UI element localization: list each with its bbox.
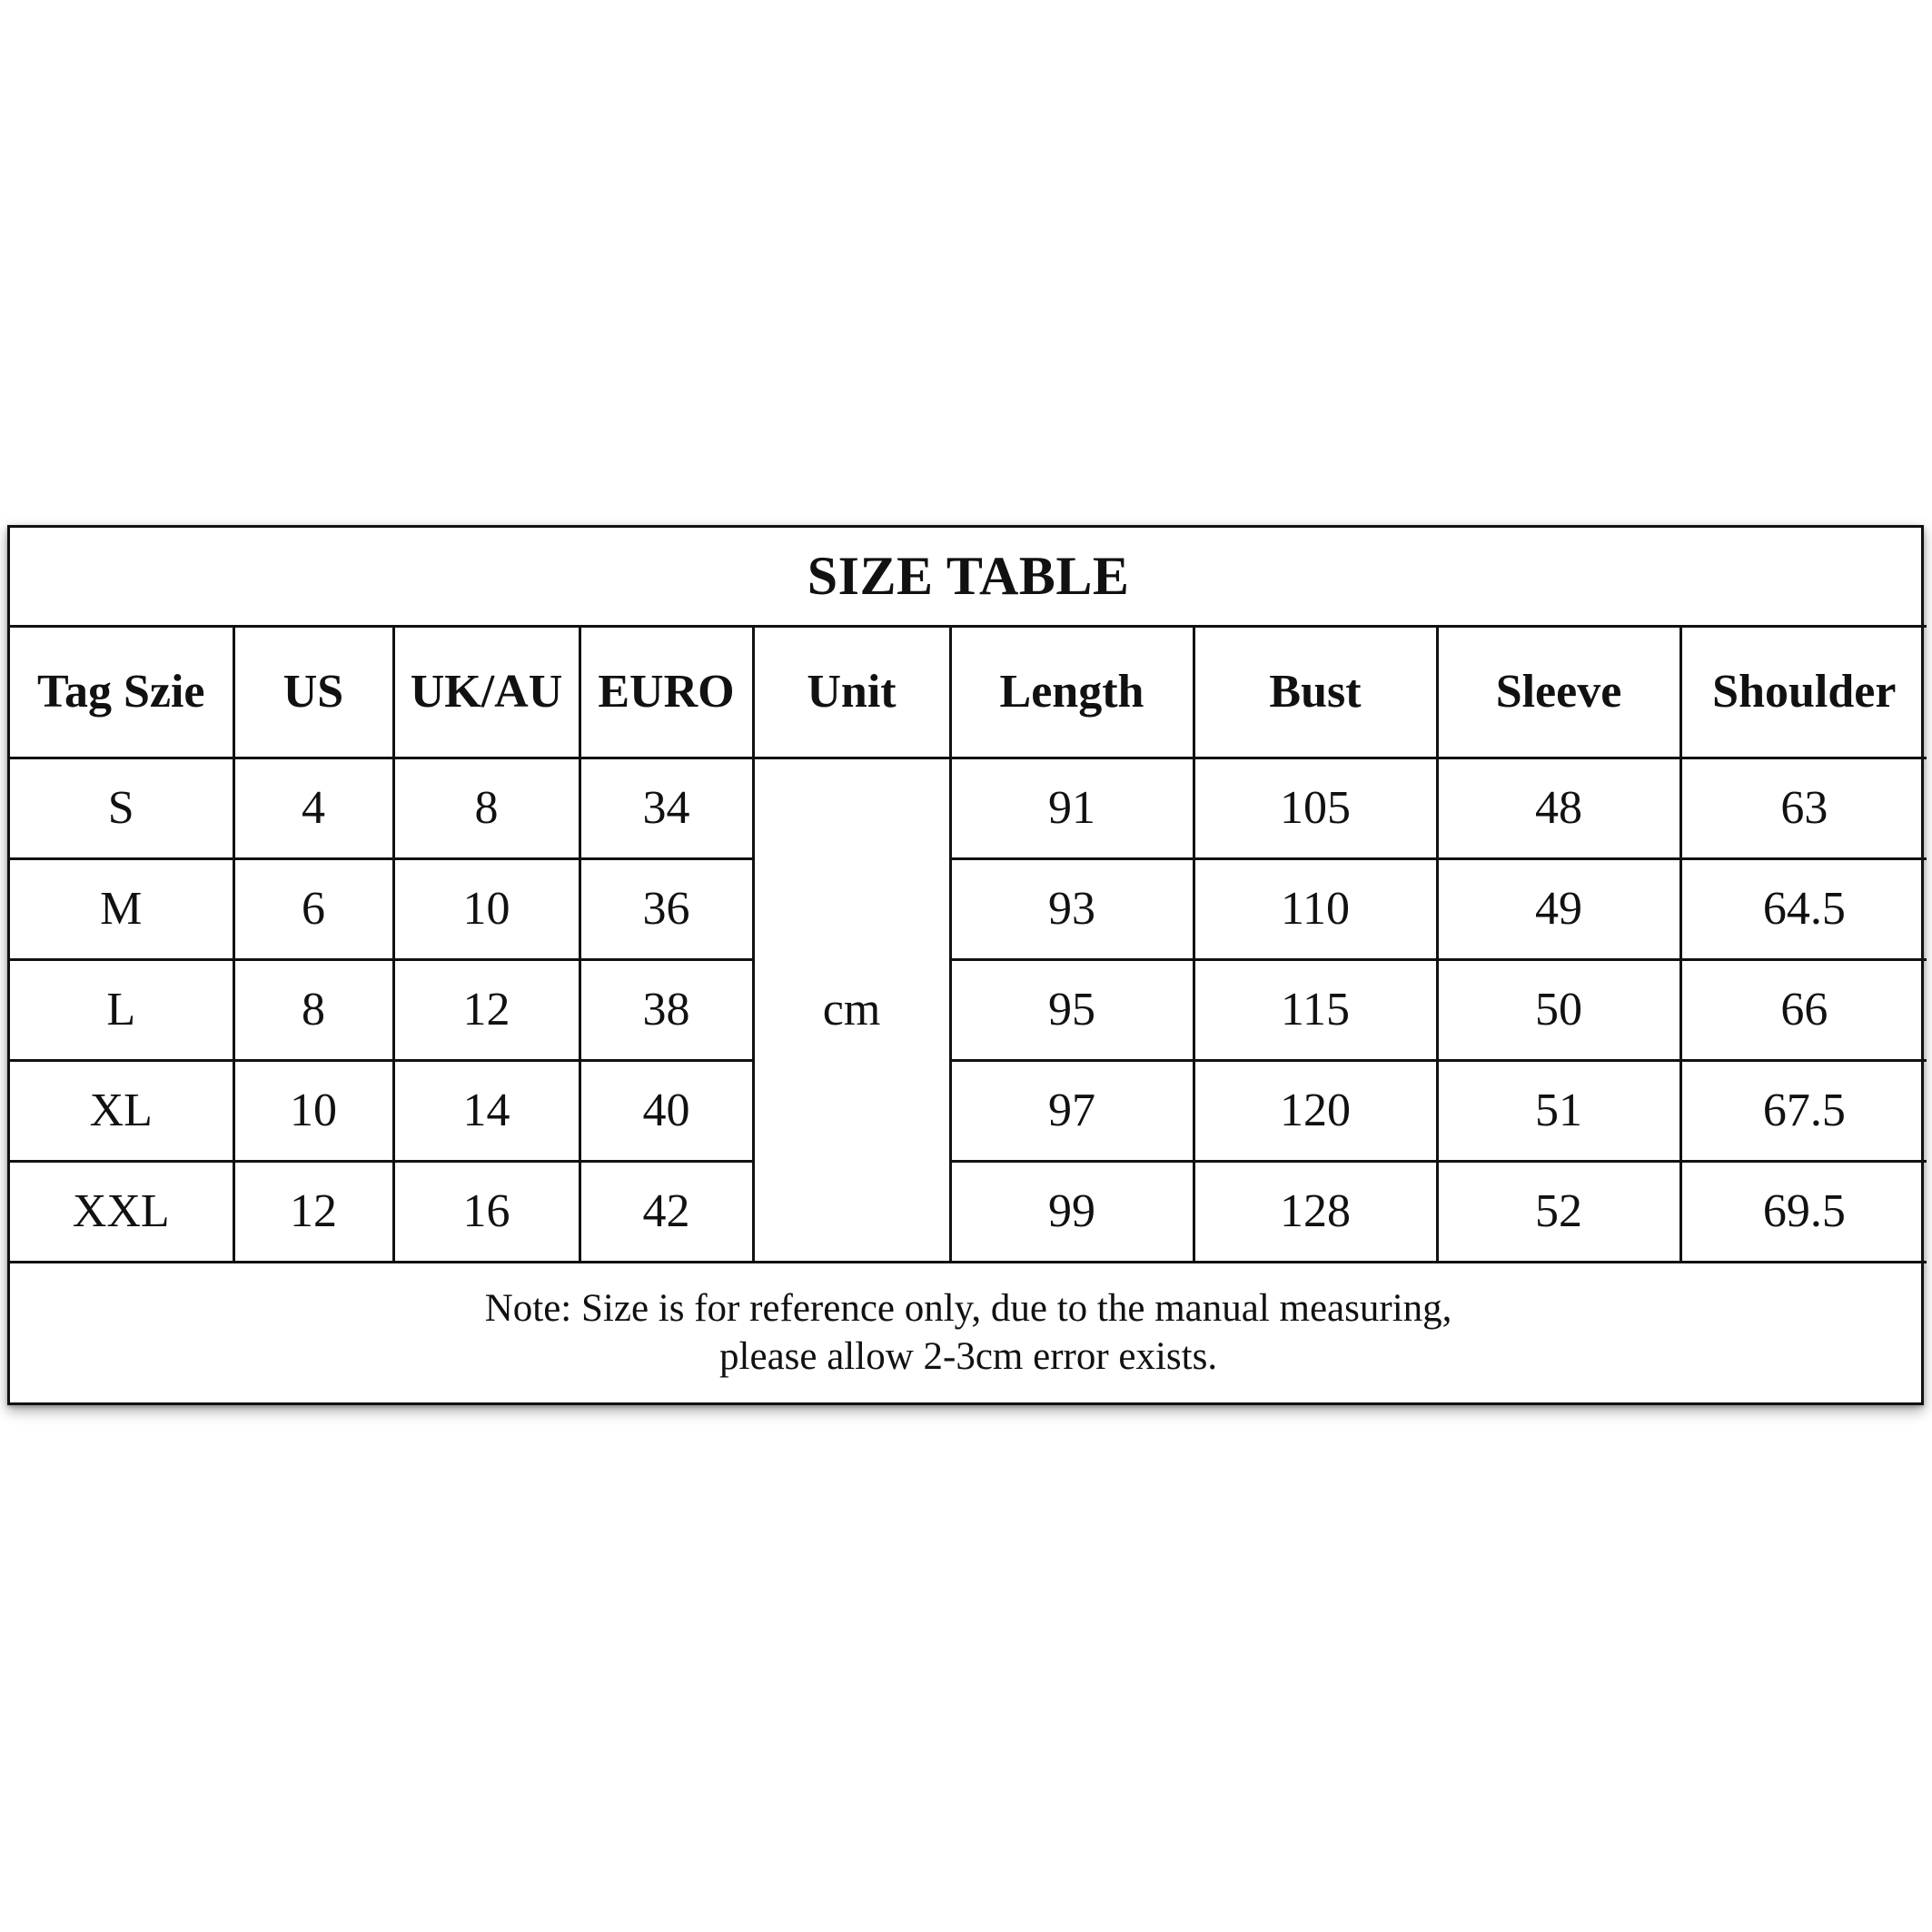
cell-us: 10 <box>233 1060 393 1161</box>
cell-length: 99 <box>950 1161 1194 1262</box>
cell-bust: 110 <box>1194 858 1437 959</box>
cell-tag: M <box>10 858 233 959</box>
table-title: SIZE TABLE <box>10 528 1927 626</box>
cell-sleeve: 51 <box>1437 1060 1680 1161</box>
table-row <box>10 758 1927 858</box>
cell-uk-au: 14 <box>393 1060 580 1161</box>
cell-tag: XXL <box>10 1161 233 1262</box>
cell-bust: 115 <box>1194 959 1437 1060</box>
cell-shoulder: 69.5 <box>1680 1161 1927 1262</box>
cell-length: 91 <box>950 758 1194 858</box>
note-line-2: please allow 2-3cm error exists. <box>719 1335 1218 1379</box>
header-shoulder: Shoulder <box>1680 626 1927 758</box>
cell-uk-au: 8 <box>393 758 580 858</box>
cell-bust: 105 <box>1194 758 1437 858</box>
cell-uk-au: 12 <box>393 959 580 1060</box>
cell-tag: XL <box>10 1060 233 1161</box>
table-row <box>10 1161 1927 1262</box>
cell-euro: 38 <box>580 959 753 1060</box>
cell-shoulder: 66 <box>1680 959 1927 1060</box>
table-row <box>10 858 1927 959</box>
cell-shoulder: 63 <box>1680 758 1927 858</box>
cell-us: 8 <box>233 959 393 1060</box>
header-tag-size: Tag Szie <box>10 626 233 758</box>
cell-euro: 34 <box>580 758 753 858</box>
cell-uk-au: 10 <box>393 858 580 959</box>
cell-euro: 42 <box>580 1161 753 1262</box>
header-uk-au: UK/AU <box>393 626 580 758</box>
size-table <box>10 528 1927 1402</box>
cell-bust: 128 <box>1194 1161 1437 1262</box>
header-us: US <box>233 626 393 758</box>
cell-length: 93 <box>950 858 1194 959</box>
note-line-1: Note: Size is for reference only, due to the manual measuring, <box>484 1287 1452 1331</box>
note-cell <box>10 1262 1927 1402</box>
cell-euro: 36 <box>580 858 753 959</box>
header-unit: Unit <box>753 626 950 758</box>
cell-length: 97 <box>950 1060 1194 1161</box>
cell-us: 12 <box>233 1161 393 1262</box>
header-length: Length <box>950 626 1194 758</box>
cell-sleeve: 48 <box>1437 758 1680 858</box>
header-bust: Bust <box>1194 626 1437 758</box>
size-table-container <box>7 525 1924 1405</box>
cell-length: 95 <box>950 959 1194 1060</box>
cell-uk-au: 16 <box>393 1161 580 1262</box>
header-euro: EURO <box>580 626 753 758</box>
cell-euro: 40 <box>580 1060 753 1161</box>
cell-bust: 120 <box>1194 1060 1437 1161</box>
cell-sleeve: 52 <box>1437 1161 1680 1262</box>
header-sleeve: Sleeve <box>1437 626 1680 758</box>
cell-sleeve: 50 <box>1437 959 1680 1060</box>
table-row <box>10 1060 1927 1161</box>
cell-tag: S <box>10 758 233 858</box>
cell-us: 6 <box>233 858 393 959</box>
cell-unit: cm <box>753 758 950 1262</box>
cell-shoulder: 64.5 <box>1680 858 1927 959</box>
cell-tag: L <box>10 959 233 1060</box>
cell-sleeve: 49 <box>1437 858 1680 959</box>
header-row <box>10 626 1927 758</box>
cell-us: 4 <box>233 758 393 858</box>
table-row <box>10 959 1927 1060</box>
cell-shoulder: 67.5 <box>1680 1060 1927 1161</box>
